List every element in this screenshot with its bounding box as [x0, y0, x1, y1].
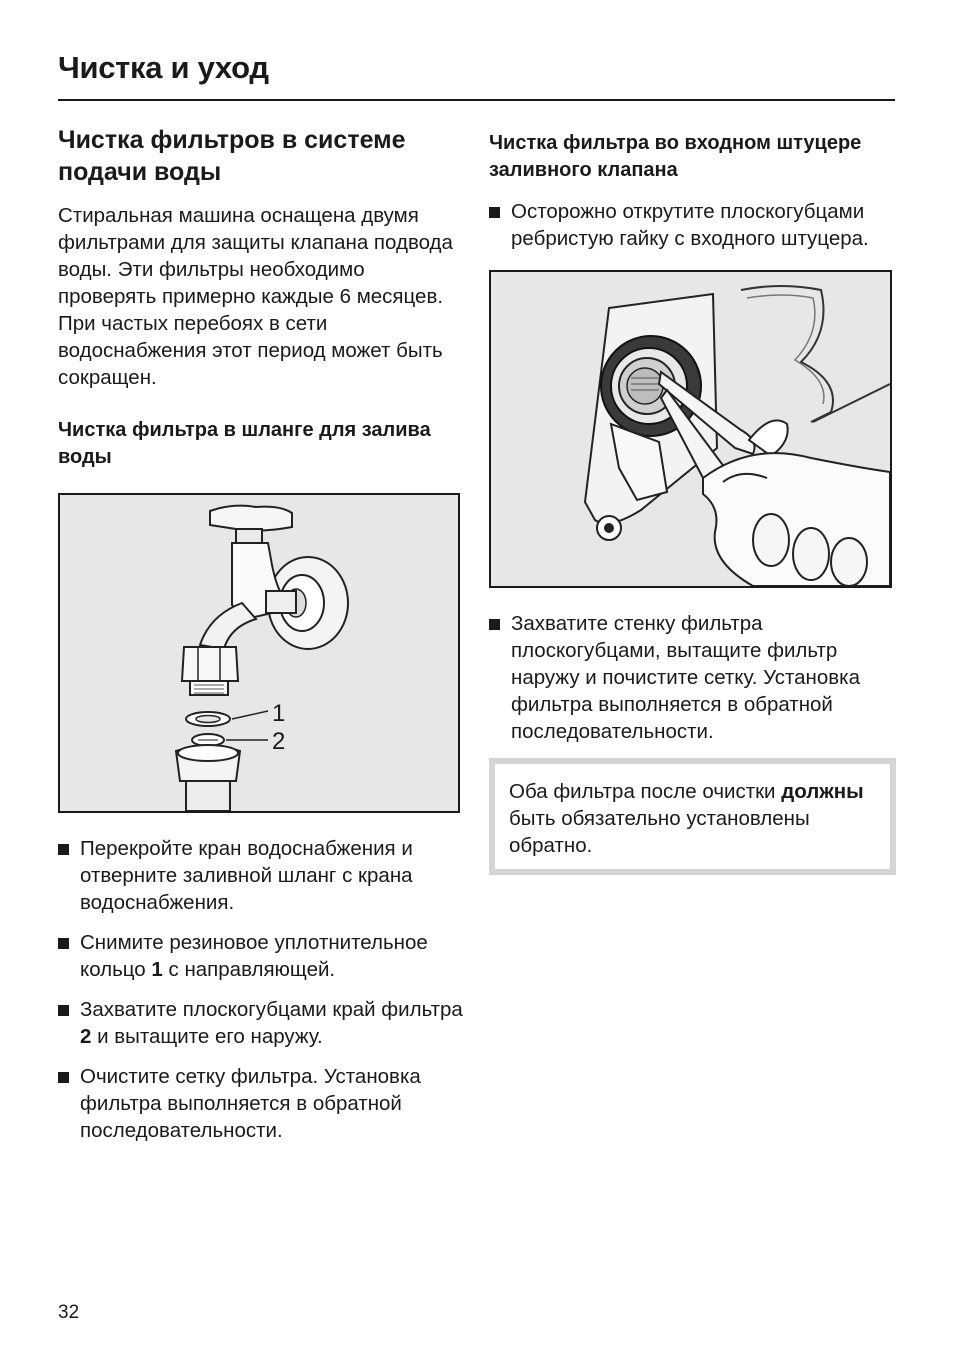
bullet-square-icon — [58, 938, 69, 949]
filter-label-1: 1 — [272, 700, 286, 727]
hose-filter-steps — [58, 835, 463, 1144]
intro-paragraph: Стиральная машина оснащена двумя фильтрами для защиты клапана подвода воды. Эти фильтры необходимо проверять примерно каждые 6 месяцев. При частых перебоях в сети водоснабжения этот период может быть сокращен. — [58, 204, 453, 389]
hose-filter-subheading: Чистка фильтра в шланге для залива воды — [58, 419, 431, 468]
list-item: Перекройте кран водоснабжения и отверните заливной шланг с крана водоснабжения. — [58, 835, 463, 916]
valve-filter-illustration — [489, 270, 892, 588]
bullet-square-icon — [489, 207, 500, 218]
filter-label-2: 2 — [272, 728, 286, 755]
tap-filter-illustration — [58, 493, 460, 813]
list-item: Очистите сетку фильтра. Установка фильтра выполняется в обратной последовательности. — [58, 1063, 463, 1144]
reinstall-note: Оба фильтра после очистки должны быть обязательно установлены обратно. — [489, 758, 896, 875]
list-item: Снимите резиновое уплотнительное кольцо 1 с направляющей. — [58, 929, 463, 983]
left-column — [58, 124, 463, 1157]
bullet-square-icon — [58, 1005, 69, 1016]
valve-filter-steps — [489, 198, 896, 252]
bullet-square-icon — [58, 1072, 69, 1083]
page-number: 32 — [58, 1302, 80, 1323]
water-tap-drawing — [60, 495, 458, 811]
list-item: Захватите плоскогубцами край фильтра 2 и вытащите его наружу. — [58, 996, 463, 1050]
title-divider — [58, 99, 895, 101]
bullet-square-icon — [489, 619, 500, 630]
page-title: Чистка и уход — [58, 50, 269, 85]
section-title: Чистка фильтров в системе подачи воды — [58, 126, 406, 186]
right-column — [489, 130, 896, 875]
bullet-square-icon — [58, 844, 69, 855]
pliers-valve-drawing — [491, 272, 890, 586]
valve-filter-subheading: Чистка фильтра во входном штуцере заливного клапана — [489, 132, 862, 181]
valve-filter-steps-2 — [489, 610, 896, 745]
list-item: Осторожно открутите плоскогубцами ребристую гайку с входного штуцера. — [489, 198, 896, 252]
list-item: Захватите стенку фильтра плоскогубцами, вытащите фильтр наружу и почистите сетку. Установка фильтра выполняется в обратной последовательности. — [489, 610, 896, 745]
